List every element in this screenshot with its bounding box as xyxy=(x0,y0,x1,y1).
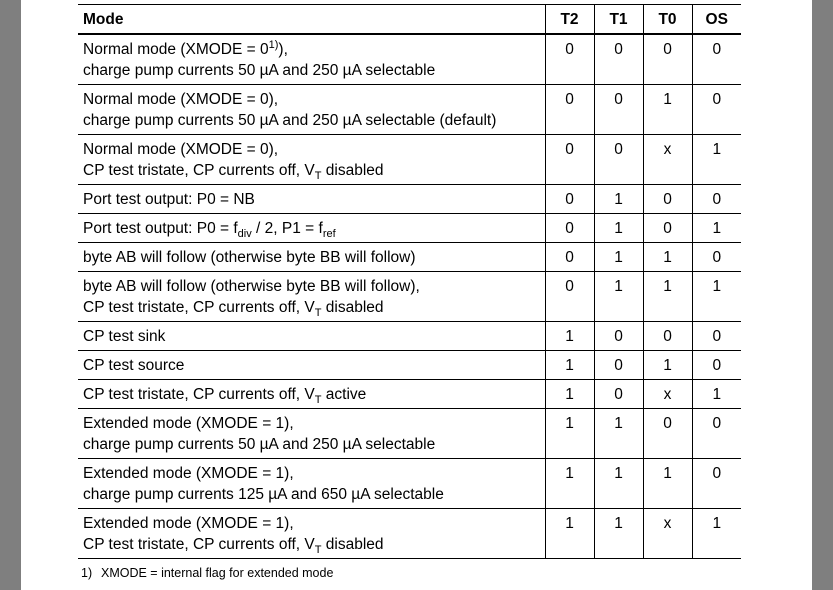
os-value: 0 xyxy=(692,409,741,459)
mode-cell xyxy=(78,135,545,185)
t1-value: 0 xyxy=(594,322,643,351)
mode-cell xyxy=(78,214,545,243)
header-mode: Mode xyxy=(78,5,545,35)
t1-value: 1 xyxy=(594,185,643,214)
text-run: Extended mode (XMODE = 1), xyxy=(83,515,294,532)
header-os: OS xyxy=(692,5,741,35)
os-value: 0 xyxy=(692,351,741,380)
text-run: Normal mode (XMODE = 0), xyxy=(83,141,279,158)
text-run: Port test output: P0 = NB xyxy=(83,191,255,208)
t2-value: 1 xyxy=(545,409,594,459)
mode-text-line xyxy=(83,484,545,505)
table-row xyxy=(78,185,741,214)
t2-value: 1 xyxy=(545,459,594,509)
t1-value: 0 xyxy=(594,34,643,85)
t2-value: 1 xyxy=(545,322,594,351)
mode-text-line xyxy=(83,139,545,160)
t0-value: 1 xyxy=(643,272,692,322)
t1-value: 1 xyxy=(594,409,643,459)
table-row xyxy=(78,34,741,85)
mode-cell xyxy=(78,351,545,380)
mode-text-line xyxy=(83,39,545,60)
text-run: charge pump currents 50 µA and 250 µA selectable xyxy=(83,436,436,453)
t1-value: 1 xyxy=(594,243,643,272)
mode-cell xyxy=(78,34,545,85)
t1-value: 1 xyxy=(594,214,643,243)
mode-cell xyxy=(78,243,545,272)
t0-value: 0 xyxy=(643,185,692,214)
footnote-ref: 1) xyxy=(268,39,279,51)
table-row xyxy=(78,459,741,509)
viewer-right-margin xyxy=(812,0,833,590)
subscript: T xyxy=(314,307,322,319)
table-row xyxy=(78,135,741,185)
t2-value: 1 xyxy=(545,380,594,409)
os-value: 0 xyxy=(692,243,741,272)
subscript: div xyxy=(237,228,252,240)
table-body xyxy=(78,34,741,559)
os-value: 1 xyxy=(692,214,741,243)
t0-value: 0 xyxy=(643,322,692,351)
t0-value: 0 xyxy=(643,214,692,243)
t1-value: 0 xyxy=(594,380,643,409)
mode-text-line xyxy=(83,534,545,555)
t0-value: 0 xyxy=(643,409,692,459)
t0-value: 0 xyxy=(643,34,692,85)
t0-value: x xyxy=(643,380,692,409)
mode-text-line xyxy=(83,326,545,347)
text-run: Normal mode (XMODE = 0), xyxy=(83,91,279,108)
mode-text-line xyxy=(83,89,545,110)
t1-value: 0 xyxy=(594,85,643,135)
viewer-left-margin xyxy=(0,0,21,590)
text-run: disabled xyxy=(321,162,384,179)
t2-value: 0 xyxy=(545,34,594,85)
table-row xyxy=(78,214,741,243)
text-run: charge pump currents 50 µA and 250 µA selectable (default) xyxy=(83,112,497,129)
subscript: T xyxy=(314,170,322,182)
table-row xyxy=(78,380,741,409)
t2-value: 0 xyxy=(545,214,594,243)
mode-text-line xyxy=(83,434,545,455)
text-run: Port test output: P0 = f xyxy=(83,220,238,237)
mode-cell xyxy=(78,322,545,351)
os-value: 1 xyxy=(692,135,741,185)
text-run: / 2, P1 = f xyxy=(251,220,323,237)
table-header-row xyxy=(78,5,741,35)
mode-cell xyxy=(78,459,545,509)
mode-cell xyxy=(78,380,545,409)
text-run: byte AB will follow (otherwise byte BB will follow) xyxy=(83,249,416,266)
header-t1: T1 xyxy=(594,5,643,35)
text-run: byte AB will follow (otherwise byte BB will follow), xyxy=(83,278,420,295)
mode-text-line xyxy=(83,189,545,210)
header-t0: T0 xyxy=(643,5,692,35)
mode-text-line xyxy=(83,384,545,405)
subscript: T xyxy=(314,544,322,556)
t2-value: 0 xyxy=(545,135,594,185)
table-row xyxy=(78,409,741,459)
mode-cell xyxy=(78,85,545,135)
mode-text-line xyxy=(83,463,545,484)
os-value: 0 xyxy=(692,322,741,351)
os-value: 1 xyxy=(692,272,741,322)
text-run: CP test tristate, CP currents off, V xyxy=(83,299,315,316)
subscript: T xyxy=(314,394,322,406)
t0-value: 1 xyxy=(643,243,692,272)
t0-value: 1 xyxy=(643,85,692,135)
table-row xyxy=(78,509,741,559)
text-run: charge pump currents 125 µA and 650 µA selectable xyxy=(83,486,444,503)
text-run: active xyxy=(321,386,367,403)
text-run: CP test source xyxy=(83,357,185,374)
t2-value: 0 xyxy=(545,243,594,272)
text-run: CP test tristate, CP currents off, V xyxy=(83,386,315,403)
text-run: CP test tristate, CP currents off, V xyxy=(83,536,315,553)
table-row xyxy=(78,243,741,272)
t2-value: 0 xyxy=(545,85,594,135)
t1-value: 1 xyxy=(594,272,643,322)
text-run: Normal mode (XMODE = 0 xyxy=(83,41,269,58)
mode-text-line xyxy=(83,297,545,318)
mode-cell xyxy=(78,185,545,214)
footnote-text: XMODE = internal flag for extended mode xyxy=(101,566,334,580)
mode-text-line xyxy=(83,276,545,297)
table-row xyxy=(78,322,741,351)
t0-value: x xyxy=(643,509,692,559)
mode-text-line xyxy=(83,413,545,434)
t2-value: 0 xyxy=(545,185,594,214)
text-run: disabled xyxy=(321,536,384,553)
text-run: Extended mode (XMODE = 1), xyxy=(83,415,294,432)
t2-value: 1 xyxy=(545,351,594,380)
text-run: charge pump currents 50 µA and 250 µA selectable xyxy=(83,62,436,79)
footnote-mark: 1) xyxy=(81,566,93,580)
t1-value: 1 xyxy=(594,509,643,559)
os-value: 1 xyxy=(692,509,741,559)
mode-text-line xyxy=(83,110,545,131)
t1-value: 0 xyxy=(594,351,643,380)
text-run: CP test sink xyxy=(83,328,166,345)
mode-table xyxy=(78,4,741,559)
document-page xyxy=(78,4,741,580)
table-row xyxy=(78,85,741,135)
mode-cell xyxy=(78,272,545,322)
os-value: 1 xyxy=(692,380,741,409)
text-run: CP test tristate, CP currents off, V xyxy=(83,162,315,179)
t2-value: 0 xyxy=(545,272,594,322)
subscript: ref xyxy=(322,228,336,240)
text-run: Extended mode (XMODE = 1), xyxy=(83,465,294,482)
os-value: 0 xyxy=(692,185,741,214)
mode-text-line xyxy=(83,218,545,239)
table-row xyxy=(78,351,741,380)
text-run: disabled xyxy=(321,299,384,316)
footnote xyxy=(78,566,741,580)
mode-text-line xyxy=(83,355,545,376)
os-value: 0 xyxy=(692,34,741,85)
os-value: 0 xyxy=(692,459,741,509)
table-row xyxy=(78,272,741,322)
mode-text-line xyxy=(83,247,545,268)
os-value: 0 xyxy=(692,85,741,135)
t0-value: x xyxy=(643,135,692,185)
mode-text-line xyxy=(83,513,545,534)
mode-cell xyxy=(78,509,545,559)
t0-value: 1 xyxy=(643,459,692,509)
t0-value: 1 xyxy=(643,351,692,380)
mode-text-line xyxy=(83,60,545,81)
mode-cell xyxy=(78,409,545,459)
t1-value: 1 xyxy=(594,459,643,509)
header-t2: T2 xyxy=(545,5,594,35)
t2-value: 1 xyxy=(545,509,594,559)
t1-value: 0 xyxy=(594,135,643,185)
text-run: ), xyxy=(278,41,288,58)
mode-text-line xyxy=(83,160,545,181)
